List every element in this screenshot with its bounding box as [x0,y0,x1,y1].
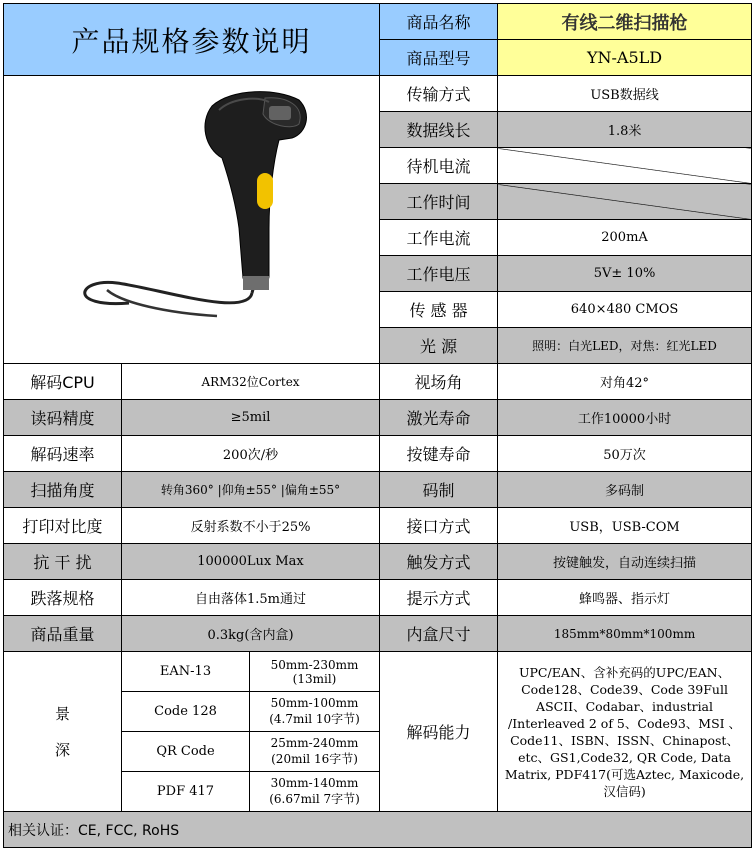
spec-label: 商品重量 [4,616,122,652]
spec-value: 200次/秒 [122,436,380,472]
spec-label: 光 源 [380,328,498,364]
spec-label: 按键寿命 [380,436,498,472]
spec-value: ARM32位Cortex [122,364,380,400]
depth-code: Code 128 [122,692,250,732]
spec-value: 100000Lux Max [122,544,380,580]
depth-range-note: (20mil 16字节) [271,752,358,766]
depth-range-value: 50mm-100mm [270,696,359,710]
spec-label: 接口方式 [380,508,498,544]
spec-label: 工作电流 [380,220,498,256]
spec-label: 工作时间 [380,184,498,220]
spec-label: 码制 [380,472,498,508]
spec-label: 打印对比度 [4,508,122,544]
depth-label-1: 景 [54,704,70,723]
product-name-value: 有线二维扫描枪 [498,4,752,40]
spec-value: USB，USB-COM [498,508,752,544]
spec-label: 工作电压 [380,256,498,292]
spec-value: 自由落体1.5m通过 [122,580,380,616]
barcode-scanner-image [7,78,377,358]
spec-value-empty [498,184,752,220]
page-title: 产品规格参数说明 [4,4,380,76]
decode-capability-value: UPC/EAN、含补充码的UPC/EAN、Code128、Code39、Code 39Full ASCII、Codabar、industrial /Interleaved 2 of 5、Code93、MSI 、Code11、ISBN、ISSN、Chinapost、etc、GS1,Code32, QR Code, Data Matrix, PDF417(可选Aztec, Maxicode,汉信码) [498,652,752,812]
depth-range [250,772,380,812]
depth-range [250,732,380,772]
spec-value: 640×480 CMOS [498,292,752,328]
spec-label: 传输方式 [380,76,498,112]
spec-label: 跌落规格 [4,580,122,616]
spec-label: 触发方式 [380,544,498,580]
spec-value-empty [498,148,752,184]
spec-label: 传 感 器 [380,292,498,328]
product-model-label: 商品型号 [380,40,498,76]
spec-value: 按键触发，自动连续扫描 [498,544,752,580]
depth-code: PDF 417 [122,772,250,812]
depth-range-note: (13mil) [292,671,337,686]
depth-range-note: (4.7mil 10字节) [269,712,360,726]
spec-label: 内盒尺寸 [380,616,498,652]
spec-label: 数据线长 [380,112,498,148]
spec-label: 解码CPU [4,364,122,400]
spec-label: 读码精度 [4,400,122,436]
depth-range-value: 50mm-230mm [270,657,359,672]
spec-value: 工作10000小时 [498,400,752,436]
spec-value: 转角360° |仰角±55° |偏角±55° [122,472,380,508]
spec-label: 激光寿命 [380,400,498,436]
spec-value: 1.8米 [498,112,752,148]
spec-value: 200mA [498,220,752,256]
product-name-label: 商品名称 [380,4,498,40]
depth-range [250,692,380,732]
spec-value: 反射系数不小于25% [122,508,380,544]
spec-value: 50万次 [498,436,752,472]
depth-range-note: (6.67mil 7字节) [269,792,360,806]
spec-value: 185mm*80mm*100mm [498,616,752,652]
product-photo [4,76,380,364]
depth-code: QR Code [122,732,250,772]
depth-range-value: 25mm-240mm [270,736,359,750]
depth-of-field-label [4,652,122,812]
spec-label: 待机电流 [380,148,498,184]
spec-label: 提示方式 [380,580,498,616]
spec-value: 照明：白光LED，对焦：红光LED [498,328,752,364]
spec-table [3,3,752,848]
spec-label: 视场角 [380,364,498,400]
spec-value: 多码制 [498,472,752,508]
spec-value: USB数据线 [498,76,752,112]
spec-value: ≥5mil [122,400,380,436]
spec-value: 蜂鸣器、指示灯 [498,580,752,616]
depth-range [250,652,380,692]
spec-sheet [3,3,751,848]
spec-value: 0.3kg(含内盒) [122,616,380,652]
spec-label: 抗 干 扰 [4,544,122,580]
spec-label: 扫描角度 [4,472,122,508]
product-model-value: YN-A5LD [498,40,752,76]
depth-code: EAN-13 [122,652,250,692]
certification: 相关认证：CE, FCC, RoHS [4,812,752,848]
depth-range-value: 30mm-140mm [270,776,359,790]
depth-label-2: 深 [54,740,70,759]
spec-value: 对角42° [498,364,752,400]
spec-value: 5V± 10% [498,256,752,292]
spec-label: 解码速率 [4,436,122,472]
decode-capability-label: 解码能力 [380,652,498,812]
